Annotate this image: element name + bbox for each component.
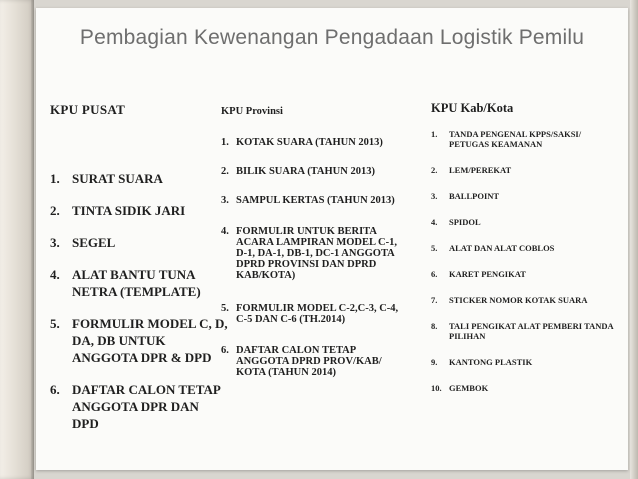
item-number: 6. <box>431 269 438 279</box>
item-text: FORMULIR MODEL C, D, DA, DB UNTUK ANGGOTA DPR & DPD <box>72 316 228 365</box>
item-number: 10. <box>431 383 442 393</box>
list-item <box>431 383 616 393</box>
item-text: DAFTAR CALON TETAP ANGGOTA DPRD PROV/KAB/ KOTA (TAHUN 2014) <box>236 345 382 378</box>
item-number: 1. <box>221 137 229 148</box>
item-text: SPIDOL <box>449 217 481 227</box>
item-text: SAMPUL KERTAS (TAHUN 2013) <box>236 195 395 206</box>
item-number: 1. <box>50 171 60 186</box>
item-text: FORMULIR UNTUK BERITA ACARA LAMPIRAN MODEL C-1, D-1, DA-1, DB-1, DC-1 ANGGOTA DPRD PROVINSI DAN DPRD KAB/KOTA) <box>236 226 397 281</box>
list-item <box>431 295 616 305</box>
list-item <box>221 137 406 148</box>
list-item <box>221 345 406 378</box>
item-number: 3. <box>221 195 229 206</box>
item-text: ALAT BANTU TUNA NETRA (TEMPLATE) <box>72 267 201 299</box>
list-item <box>431 129 616 149</box>
column-kpu-pusat <box>50 102 228 447</box>
column-heading: KPU Provinsi <box>221 106 283 117</box>
column-heading: KPU Kab/Kota <box>431 101 514 115</box>
list-item <box>221 166 406 177</box>
list-item <box>431 269 616 279</box>
list-item <box>50 234 228 251</box>
item-text: DAFTAR CALON TETAP ANGGOTA DPR DAN DPD <box>72 382 221 431</box>
column-heading: KPU PUSAT <box>50 102 126 117</box>
item-text: GEMBOK <box>449 383 489 393</box>
item-text: FORMULIR MODEL C-2,C-3, C-4, C-5 DAN C-6 (TH.2014) <box>236 303 399 325</box>
notebook-spine <box>0 0 34 479</box>
item-number: 3. <box>50 235 60 250</box>
item-number: 4. <box>50 267 60 282</box>
item-text: KARET PENGIKAT <box>449 269 526 279</box>
item-number: 7. <box>431 295 438 305</box>
list-item <box>221 226 406 281</box>
item-number: 5. <box>50 316 60 331</box>
item-number: 2. <box>221 166 229 177</box>
list-item <box>50 170 228 187</box>
item-number: 1. <box>431 129 438 139</box>
list-item <box>221 303 406 325</box>
item-text: LEM/PEREKAT <box>449 165 512 175</box>
list-item <box>431 165 616 175</box>
item-number: 2. <box>50 203 60 218</box>
item-text: KOTAK SUARA (TAHUN 2013) <box>236 137 383 148</box>
list-item <box>431 243 616 253</box>
column-kpu-kab-kota <box>431 101 616 409</box>
column-kpu-provinsi <box>221 106 406 378</box>
item-number: 4. <box>431 217 438 227</box>
item-text: STICKER NOMOR KOTAK SUARA <box>449 295 588 305</box>
item-number: 8. <box>431 321 438 331</box>
item-text: SURAT SUARA <box>72 171 163 186</box>
item-number: 6. <box>50 382 60 397</box>
item-text: KANTONG PLASTIK <box>449 357 533 367</box>
slide-title: Pembagian Kewenangan Pengadaan Logistik Pemilu <box>79 26 585 49</box>
item-list <box>431 129 616 393</box>
list-item <box>431 217 616 227</box>
item-number: 4. <box>221 226 229 237</box>
item-number: 2. <box>431 165 438 175</box>
item-list <box>221 137 406 378</box>
item-number: 6. <box>221 345 229 356</box>
item-number: 3. <box>431 191 438 201</box>
list-item <box>50 202 228 219</box>
list-item <box>431 321 616 341</box>
list-item <box>431 191 616 201</box>
item-text: TINTA SIDIK JARI <box>72 203 186 218</box>
list-item <box>431 357 616 367</box>
item-text: TANDA PENGENAL KPPS/SAKSI/ PETUGAS KEAMANAN <box>449 129 582 149</box>
list-item <box>50 315 228 366</box>
item-text: SEGEL <box>72 235 116 250</box>
item-text: ALAT DAN ALAT COBLOS <box>449 243 555 253</box>
list-item <box>50 266 228 300</box>
item-number: 5. <box>431 243 438 253</box>
list-item <box>221 195 406 206</box>
page-stack-edge <box>630 0 638 479</box>
item-number: 5. <box>221 303 229 314</box>
slide-page <box>36 8 628 470</box>
item-text: TALI PENGIKAT ALAT PEMBERI TANDA PILIHAN <box>449 321 614 341</box>
list-item <box>50 381 228 432</box>
item-text: BALLPOINT <box>449 191 500 201</box>
item-number: 9. <box>431 357 438 367</box>
item-list <box>50 170 228 432</box>
item-text: BILIK SUARA (TAHUN 2013) <box>236 166 375 177</box>
